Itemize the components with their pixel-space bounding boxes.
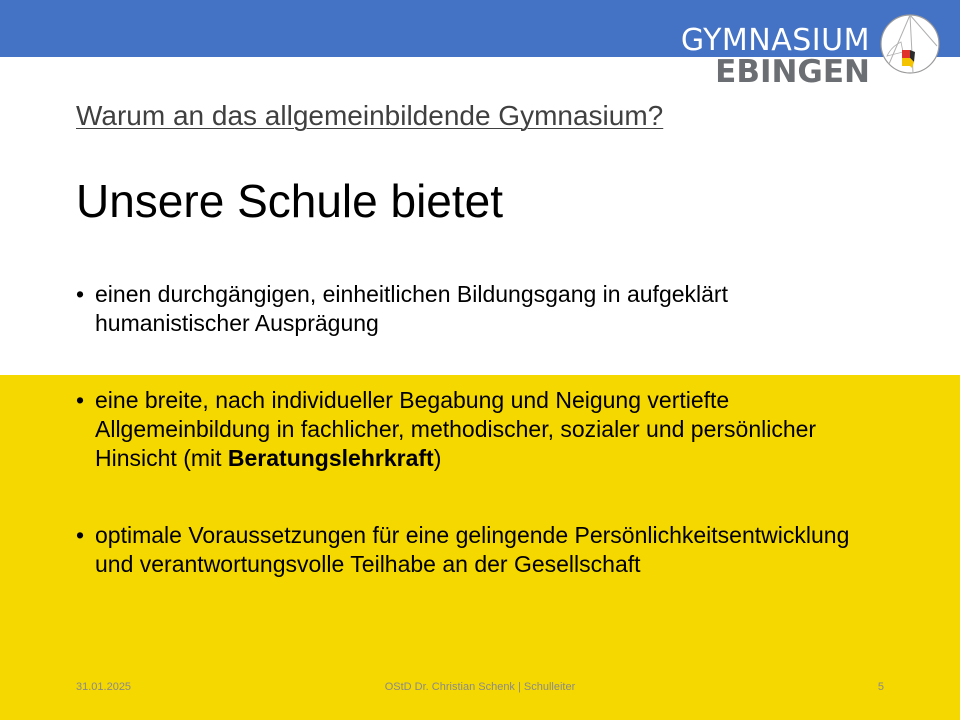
bold-term: Beratungslehrkraft [227, 445, 434, 471]
logo-word-ebingen: EBINGEN [715, 54, 870, 90]
slide-heading: Warum an das allgemeinbildende Gymnasium? [76, 100, 664, 131]
footer-page-number: 5 [877, 681, 884, 693]
school-emblem-icon [879, 12, 941, 76]
footer-author: OStD Dr. Christian Schenk | Schulleiter [384, 681, 576, 693]
bullet-item: • eine breite, nach individueller Begabung und Neigung vertiefte Allgemeinbildung in fachlicher, methodischer, sozialer und persönlicher Hinsicht (mit Beratungslehrkraft) [76, 386, 885, 473]
bullet-item: • optimale Voraussetzungen für eine gelingende Persönlichkeitsentwicklung und verantwortungsvolle Teilhabe an der Gesellschaft [76, 521, 885, 579]
footer-date: 31.01.2025 [76, 681, 132, 693]
bullet-item: • einen durchgängigen, einheitlichen Bildungsgang in aufgeklärt humanistischer Ausprägung [76, 280, 885, 338]
logo-word-gymnasium: GYMNASIUM [680, 23, 870, 58]
slide-title: Unsere Schule bietet [76, 175, 504, 227]
